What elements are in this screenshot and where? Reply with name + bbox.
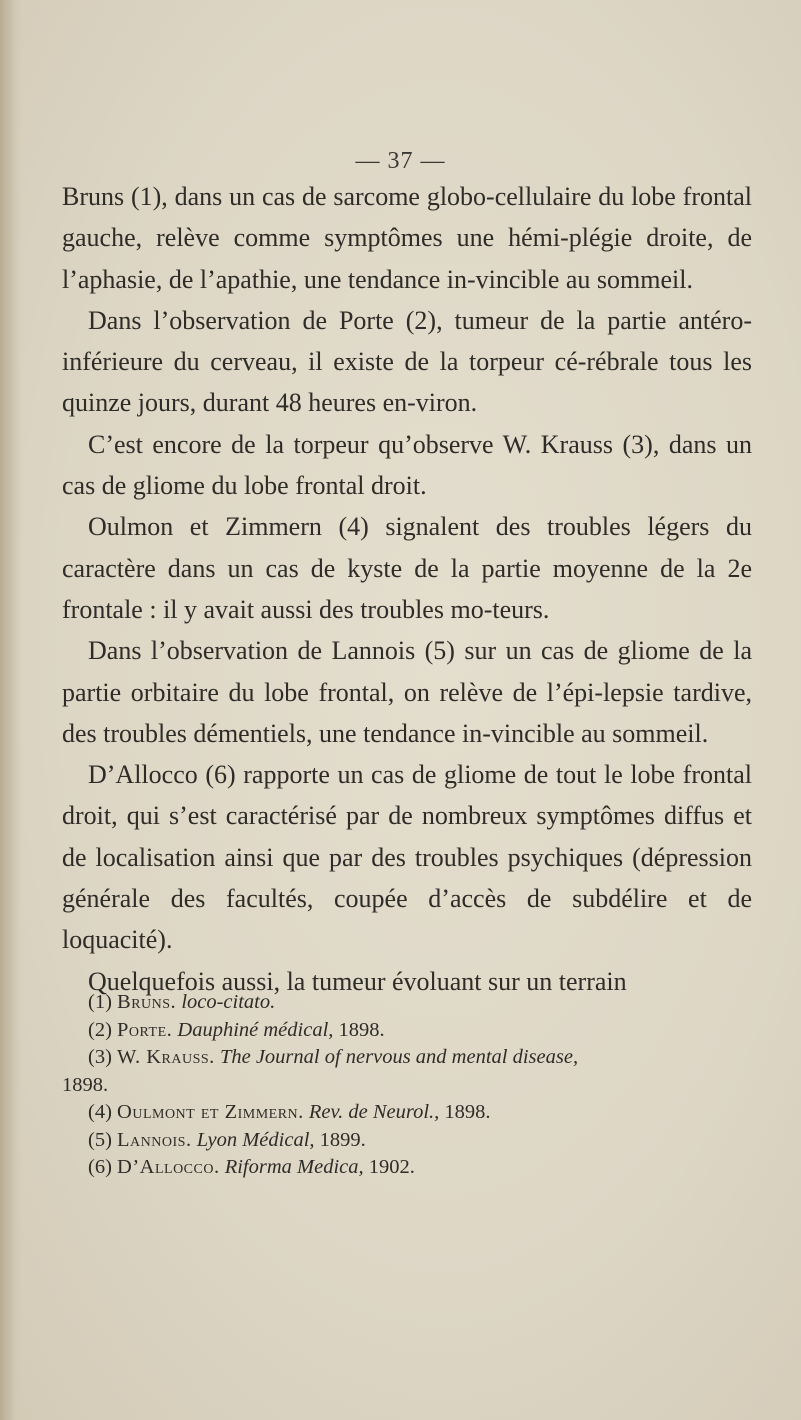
paragraph: Dans l’observation de Lannois (5) sur un cas de gliome de la partie orbitaire du lobe frontal, on relève de l’épi-lepsie tardive, des troubles démentiels, une tendance in-vincible au sommeil. (62, 636, 752, 748)
footnote-rest: 1902. (363, 1156, 415, 1178)
page-edge-shadow (0, 0, 22, 1420)
footnote (62, 1099, 752, 1127)
footnote-work: Dauphiné médical, (177, 1018, 334, 1041)
footnote (62, 1044, 752, 1072)
footnotes (62, 989, 752, 1182)
footnote (62, 1017, 752, 1045)
footnote-work: Riforma Medica, (224, 1156, 364, 1178)
footnote-continuation: 1898. (62, 1073, 109, 1096)
footnote-number: (4) (88, 1101, 112, 1123)
footnote-number: (1) (88, 991, 112, 1013)
footnote-author: Porte. (117, 1018, 173, 1041)
footnote-work: Lyon Médical, (196, 1128, 315, 1151)
footnote-number: (6) (88, 1156, 112, 1178)
paragraph: Dans l’observation de Porte (2), tumeur de la partie antéro-inférieure du cerveau, il existe de la torpeur cé-rébrale tous les quinze jours, durant 48 heures en-viron. (62, 305, 752, 418)
footnote (62, 1154, 752, 1182)
paragraph: Quelquefois aussi, la tumeur évoluant sur un terrain (88, 966, 627, 996)
page-number: — 37 — (355, 148, 446, 174)
paragraph: C’est encore de la torpeur qu’observe W. Krauss (3), dans un cas de gliome du lobe frontal droit. (62, 429, 752, 501)
paragraph: Bruns (1), dans un cas de sarcome globo-cellulaire du lobe frontal gauche, relève comme symptômes une hémi-plégie droite, de l’aphasie, de l’apathie, une tendance in-vincible au sommeil. (62, 182, 752, 294)
body-text (62, 176, 752, 1002)
footnote-number: (3) (88, 1046, 112, 1068)
footnote-number: (2) (88, 1018, 112, 1041)
footnote-rest: 1898. (439, 1101, 491, 1123)
footnote-work: loco-citato. (181, 991, 276, 1013)
footnote (62, 989, 752, 1017)
paragraph: D’Allocco (6) rapporte un cas de gliome de tout le lobe frontal droit, qui s’est caractérisé par de nombreux symptômes diffus et de localisation ainsi que par des troubles psychiques (dépression générale des facultés, coupée d’accès de subdélire et de loquacité). (62, 760, 752, 955)
footnote-author: W. Krauss. (117, 1046, 215, 1068)
footnote (62, 1127, 752, 1155)
footnote-author: D’Allocco. (117, 1156, 220, 1178)
footnote-author: Bruns. (117, 991, 177, 1013)
footnote-number: (5) (88, 1128, 112, 1151)
footnote-work: The Journal of nervous and mental disease, (219, 1046, 579, 1068)
footnote-rest: 1899. (314, 1128, 366, 1151)
footnote-work: Rev. de Neurol., (308, 1101, 440, 1123)
paragraph: Oulmon et Zimmern (4) signalent des troubles légers du caractère dans un cas de kyste de la partie moyenne de la 2e frontale : il y avait aussi des troubles mo-teurs. (62, 512, 752, 624)
footnote-author: Oulmont et Zimmern. (117, 1101, 304, 1123)
footnote-author: Lannois. (117, 1128, 192, 1151)
footnote-rest: 1898. (333, 1018, 385, 1041)
